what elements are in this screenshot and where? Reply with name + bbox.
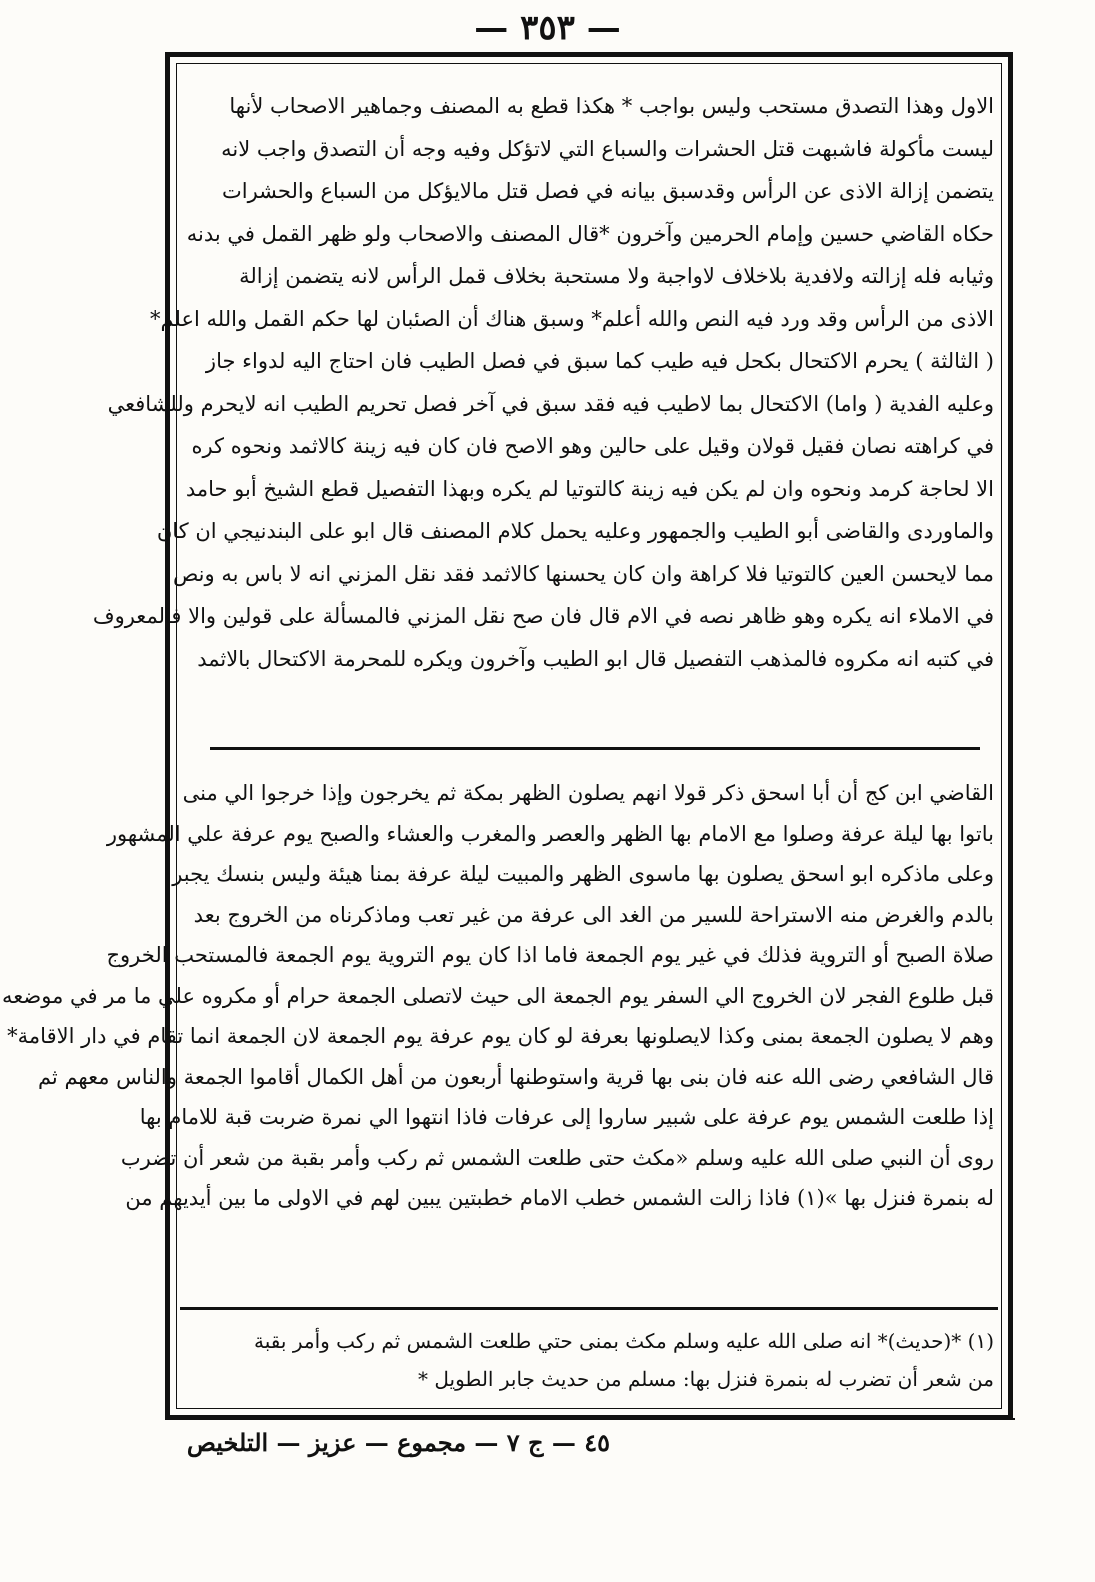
- main-text-line: قال الشافعي رضى الله عنه فان بنى بها قرية واستوطنها أربعون من أهل الكمال أقاموا الجمعة والناس معهم ثم: [37, 1064, 994, 1089]
- footnote-line: (١) *(حديث)* انه صلى الله عليه وسلم مكث بمنى حتي طلعت الشمس ثم ركب وأمر بقبة: [254, 1329, 994, 1353]
- main-text-line: بالدم والغرض منه الاستراحة للسير من الغد الى عرفة من غير تعب وماذكرناه من الخروج بعد: [193, 902, 994, 927]
- commentary-line: يتضمن إزالة الاذى عن الرأس وقدسبق بيانه في فصل قتل مالايؤكل من السباع والحشرات: [221, 179, 994, 203]
- footnote-block: [184, 1322, 994, 1398]
- footer-signature: ٤٥ — ج ٧ — مجموع — عزيز — التلخيص: [186, 1428, 610, 1457]
- main-text-line: صلاة الصبح أو التروية فذلك في غير يوم الجمعة فاما اذا كان يوم التروية يوم الجمعة فالمستحب الخروج: [106, 943, 994, 967]
- commentary-block: [92, 85, 994, 680]
- main-text-line: وعلى ماذكره ابو اسحق يصلون بها ماسوى الظهر والمبيت ليلة عرفة بمنا هيئة وليس بنسك يجبر: [172, 862, 994, 886]
- page-number: — ٣٥٣ —: [474, 8, 621, 48]
- page-frame: [2, 52, 1013, 1420]
- commentary-line: ليست مأكولة فاشبهت قتل الحشرات والسباع التي لاتؤكل وفيه وجه أن التصدق واجب لانه: [221, 136, 994, 161]
- main-text-line: له بنمرة فنزل بها »(١) فاذا زالت الشمس خطب الامام خطبتين يبين لهم في الاولى ما بين أيديهم من: [125, 1186, 994, 1210]
- footnote-line: من شعر أن تضرب له بنمرة فنزل بها: مسلم من حديث جابر الطويل *: [418, 1367, 994, 1391]
- section-divider: [210, 747, 980, 750]
- commentary-line: في كراهته نصان فقيل قولان وقيل على حالين وهو الاصح فان كان فيه زينة كالاثمد ونحوه كره: [191, 434, 994, 458]
- commentary-line: ( الثالثة ) يحرم الاكتحال بكحل فيه طيب كما سبق في فصل الطيب فان احتاج اليه لدواء جاز: [205, 349, 994, 373]
- commentary-line: الاذى من الرأس وقد ورد فيه النص والله أعلم* وسبق هناك أن الصئبان لها حكم القمل والله اعلم*: [150, 306, 994, 331]
- commentary-line: وعليه الفدية ( واما) الاكتحال بما لاطيب فيه فقد سبق في آخر فصل تحريم الطيب انه لايحرم وللشافعي: [107, 391, 994, 416]
- main-text-line: قبل طلوع الفجر لان الخروج الي السفر يوم الجمعة الى حيث لاتصلى الجمعة حرام أو مكروه علي ما مر في موضعه: [2, 983, 994, 1008]
- commentary-line: في الاملاء انه يكره وهو ظاهر نصه في الام قال فان صح نقل المزني فالمسألة على قولين والا فالمعروف: [92, 604, 994, 628]
- commentary-line: الاول وهذا التصدق مستحب وليس بواجب * هكذا قطع به المصنف وجماهير الاصحاب لأنها: [229, 94, 994, 118]
- footnote-divider: [180, 1307, 998, 1310]
- main-text-block: [2, 773, 994, 1219]
- main-text-line: إذا طلعت الشمس يوم عرفة على شبير ساروا إلى عرفات فاذا انتهوا الي نمرة ضربت قبة للامام بها: [139, 1105, 994, 1129]
- commentary-line: مما لايحسن العين كالتوتيا فلا كراهة وان كان يحسنها كالاثمد فقد نقل المزني انه لا باس به ونص: [172, 561, 994, 586]
- main-text-line: القاضي ابن كج أن أبا اسحق ذكر قولا انهم يصلون الظهر بمكة ثم يخرجون وإذا خرجوا الي منى: [182, 781, 994, 805]
- main-text-line: باتوا بها ليلة عرفة وصلوا مع الامام بها الظهر والعصر والمغرب والعشاء والصبح يوم عرفة علي المشهور: [106, 821, 994, 846]
- bottom-rule: [185, 1418, 1015, 1420]
- commentary-line: الا لحاجة كرمد ونحوه وان لم يكن فيه زينة كالتوتيا لم يكره وبهذا التفصيل قطع الشيخ أبو حامد: [185, 476, 994, 501]
- commentary-line: والماوردى والقاضى أبو الطيب والجمهور وعليه يحمل كلام المصنف قال ابو على البندنيجي ان كان: [156, 519, 994, 543]
- commentary-line: في كتبه انه مكروه فالمذهب التفصيل قال ابو الطيب وآخرون ويكره للمحرمة الاكتحال بالاثمد: [197, 646, 994, 671]
- commentary-line: وثيابه فله إزالته ولافدية بلاخلاف لاواجبة ولا مستحبة بخلاف قمل الرأس لانه يتضمن إزالة: [239, 264, 994, 288]
- main-text-line: روى أن النبي صلى الله عليه وسلم «مكث حتى طلعت الشمس ثم ركب وأمر بقبة من شعر أن تضرب: [120, 1145, 994, 1170]
- commentary-line: حكاه القاضي حسين وإمام الحرمين وآخرون *قال المصنف والاصحاب ولو ظهر القمل في بدنه: [186, 221, 994, 246]
- main-text-line: وهم لا يصلون الجمعة بمنى وكذا لايصلونها بعرفة لو كان يوم عرفة يوم الجمعة لان الجمعة انما تقام في دار الاقامة*: [7, 1024, 994, 1048]
